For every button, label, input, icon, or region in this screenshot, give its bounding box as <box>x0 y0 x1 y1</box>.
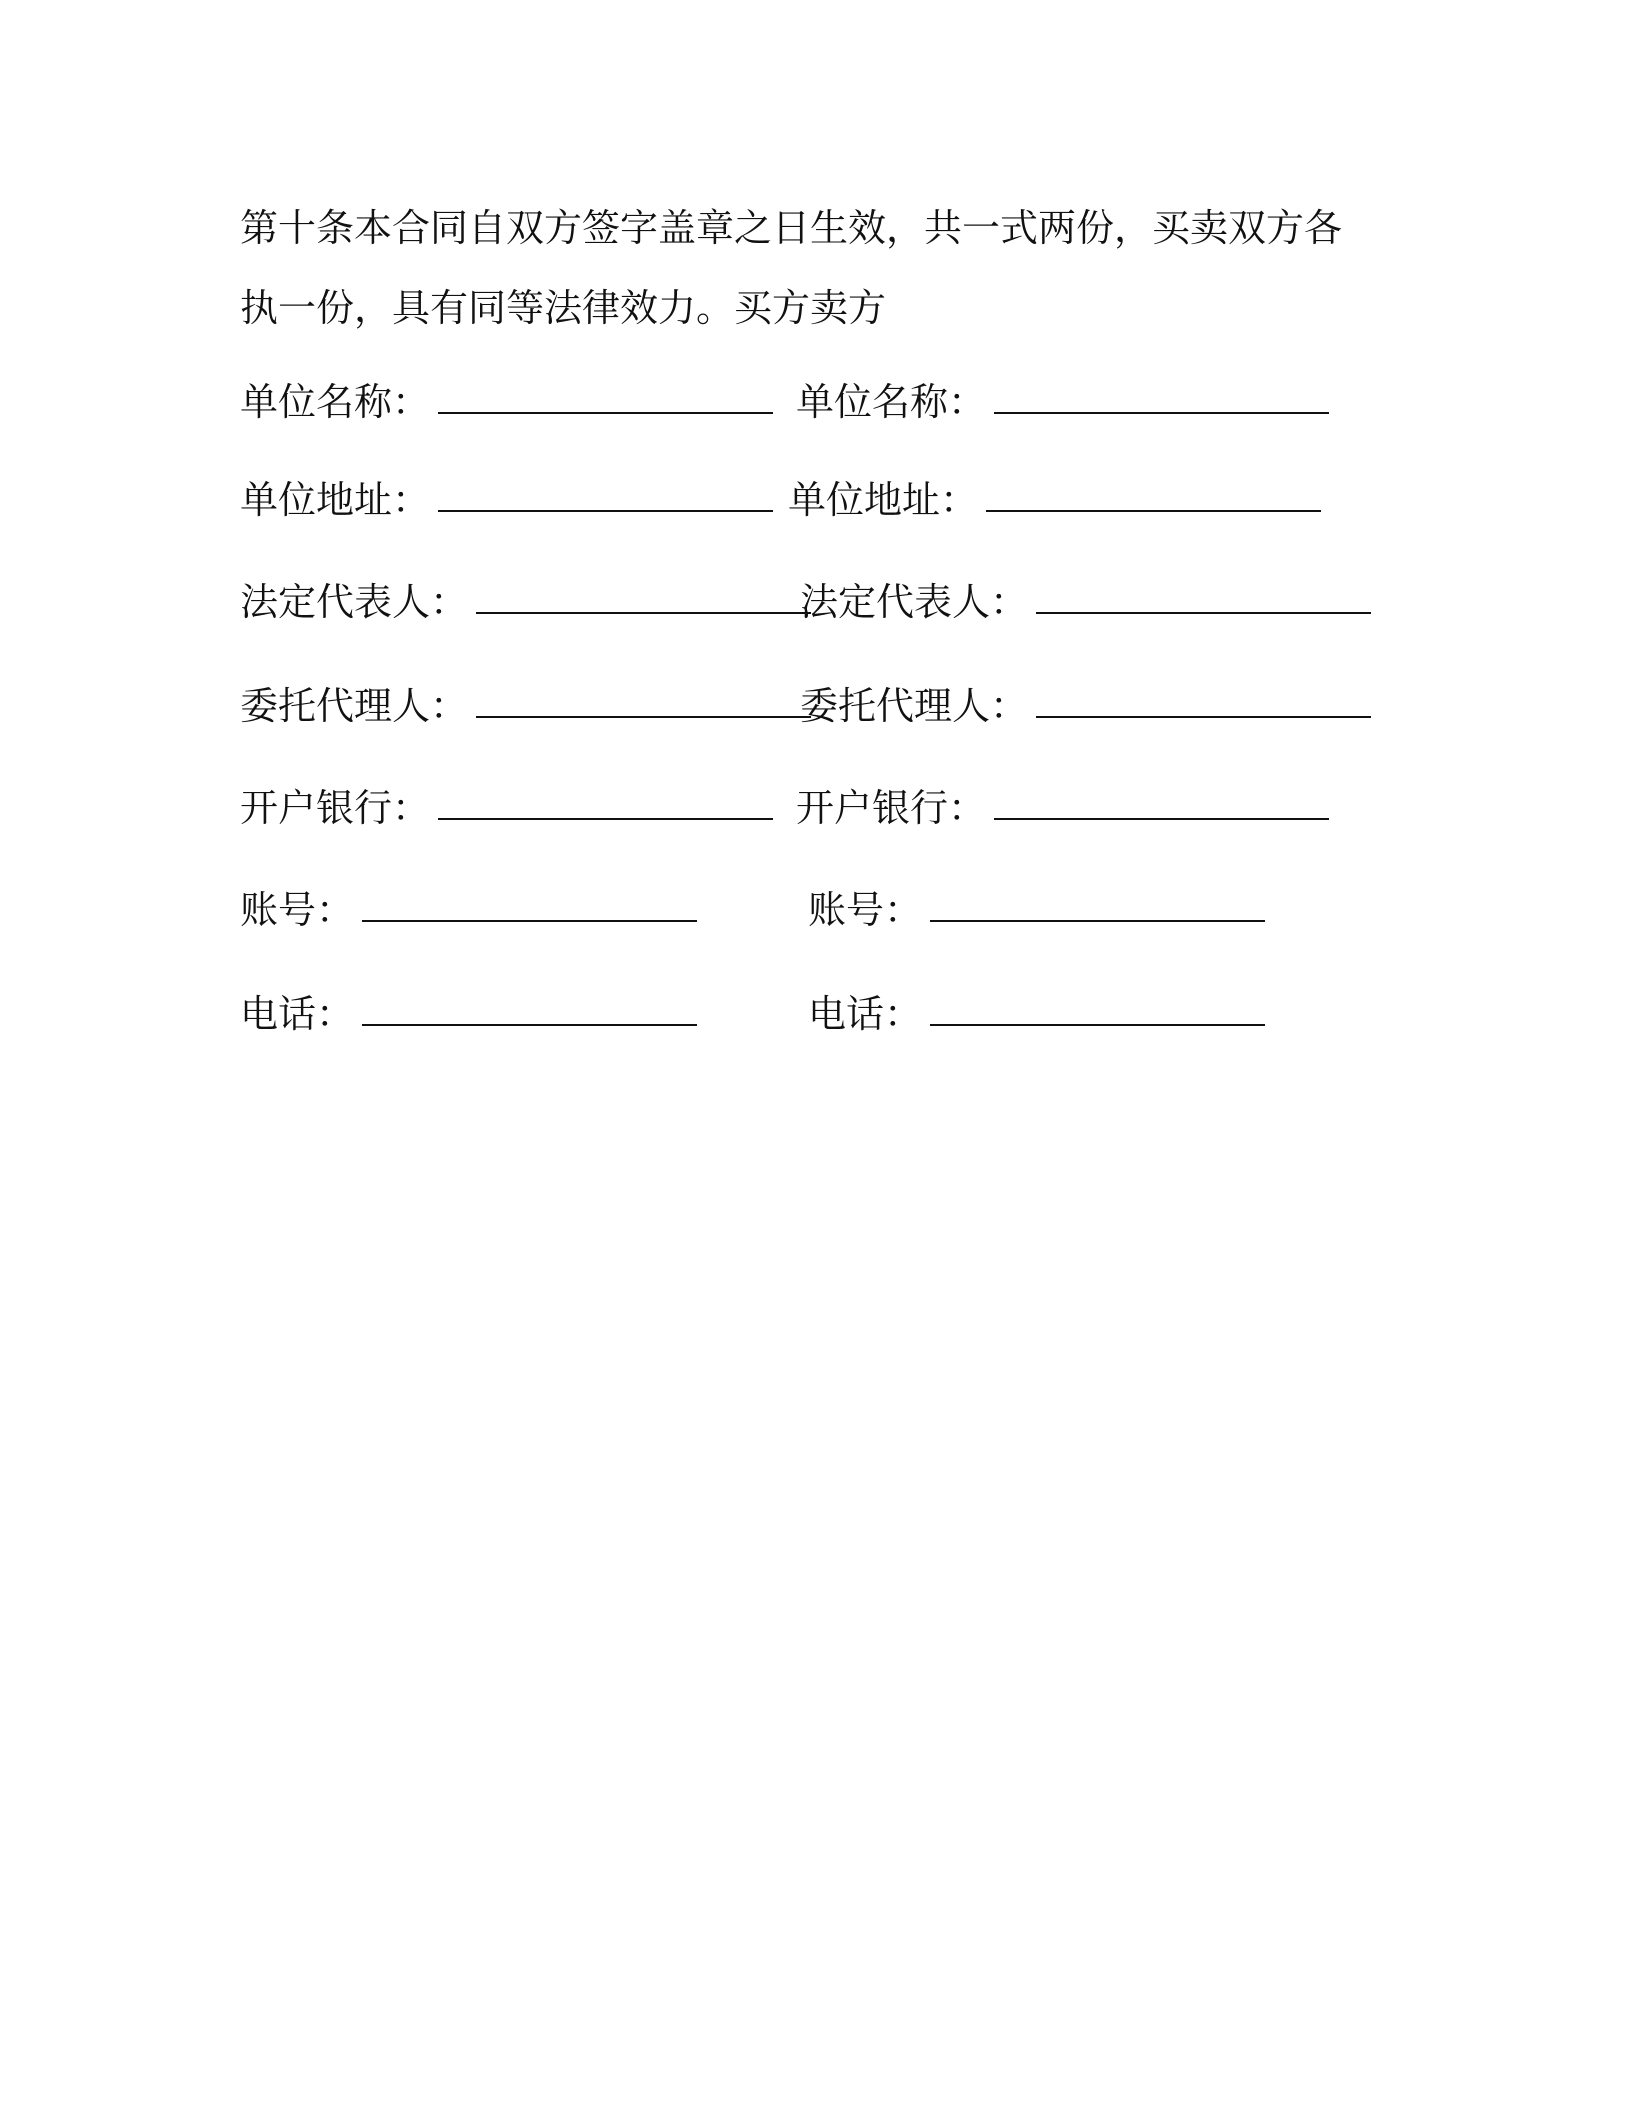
buyer-authorized-agent-blank[interactable] <box>476 676 811 718</box>
buyer-authorized-agent-field <box>240 676 811 736</box>
signature-row-account <box>240 880 1400 940</box>
seller-legal-representative-label: 法定代表人： <box>800 580 1029 624</box>
seller-unit-name-label: 单位名称： <box>796 380 987 424</box>
buyer-phone-field <box>240 984 697 1044</box>
seller-unit-name-field <box>796 372 1329 432</box>
seller-authorized-agent-blank[interactable] <box>1036 676 1371 718</box>
seller-bank-field <box>796 778 1329 838</box>
seller-legal-representative-field <box>800 572 1371 632</box>
buyer-account-label: 账号： <box>240 888 355 932</box>
buyer-unit-name-blank[interactable] <box>438 372 773 414</box>
buyer-unit-address-blank[interactable] <box>438 470 773 512</box>
seller-phone-blank[interactable] <box>930 984 1265 1026</box>
seller-account-field <box>808 880 1265 940</box>
buyer-phone-blank[interactable] <box>362 984 697 1026</box>
seller-bank-blank[interactable] <box>994 778 1329 820</box>
seller-account-blank[interactable] <box>930 880 1265 922</box>
buyer-unit-address-field <box>240 470 773 530</box>
seller-unit-address-label: 单位地址： <box>788 478 979 522</box>
buyer-legal-representative-label: 法定代表人： <box>240 580 469 624</box>
seller-account-label: 账号： <box>808 888 923 932</box>
contract-clause-text: 第十条本合同自双方签字盖章之日生效，共一式两份，买卖双方各执一份，具有同等法律效力。买方卖方 <box>240 206 1343 330</box>
buyer-authorized-agent-label: 委托代理人： <box>240 684 469 728</box>
seller-authorized-agent-label: 委托代理人： <box>800 684 1029 728</box>
seller-bank-label: 开户银行： <box>796 786 987 830</box>
signature-row-bank <box>240 778 1400 838</box>
signature-row-legal-representative <box>240 572 1400 632</box>
buyer-account-field <box>240 880 697 940</box>
seller-legal-representative-blank[interactable] <box>1036 572 1371 614</box>
buyer-bank-label: 开户银行： <box>240 786 431 830</box>
signature-row-unit-address <box>240 470 1400 530</box>
seller-phone-label: 电话： <box>808 992 923 1036</box>
buyer-unit-name-label: 单位名称： <box>240 380 431 424</box>
seller-authorized-agent-field <box>800 676 1371 736</box>
buyer-phone-label: 电话： <box>240 992 355 1036</box>
seller-unit-name-blank[interactable] <box>994 372 1329 414</box>
buyer-account-blank[interactable] <box>362 880 697 922</box>
signature-row-phone <box>240 984 1400 1044</box>
signature-row-authorized-agent <box>240 676 1400 736</box>
buyer-bank-field <box>240 778 773 838</box>
seller-unit-address-field <box>788 470 1321 530</box>
signature-row-unit-name <box>240 372 1400 432</box>
buyer-unit-name-field <box>240 372 773 432</box>
buyer-bank-blank[interactable] <box>438 778 773 820</box>
seller-unit-address-blank[interactable] <box>986 470 1321 512</box>
buyer-unit-address-label: 单位地址： <box>240 478 431 522</box>
seller-phone-field <box>808 984 1265 1044</box>
buyer-legal-representative-blank[interactable] <box>476 572 811 614</box>
buyer-legal-representative-field <box>240 572 811 632</box>
